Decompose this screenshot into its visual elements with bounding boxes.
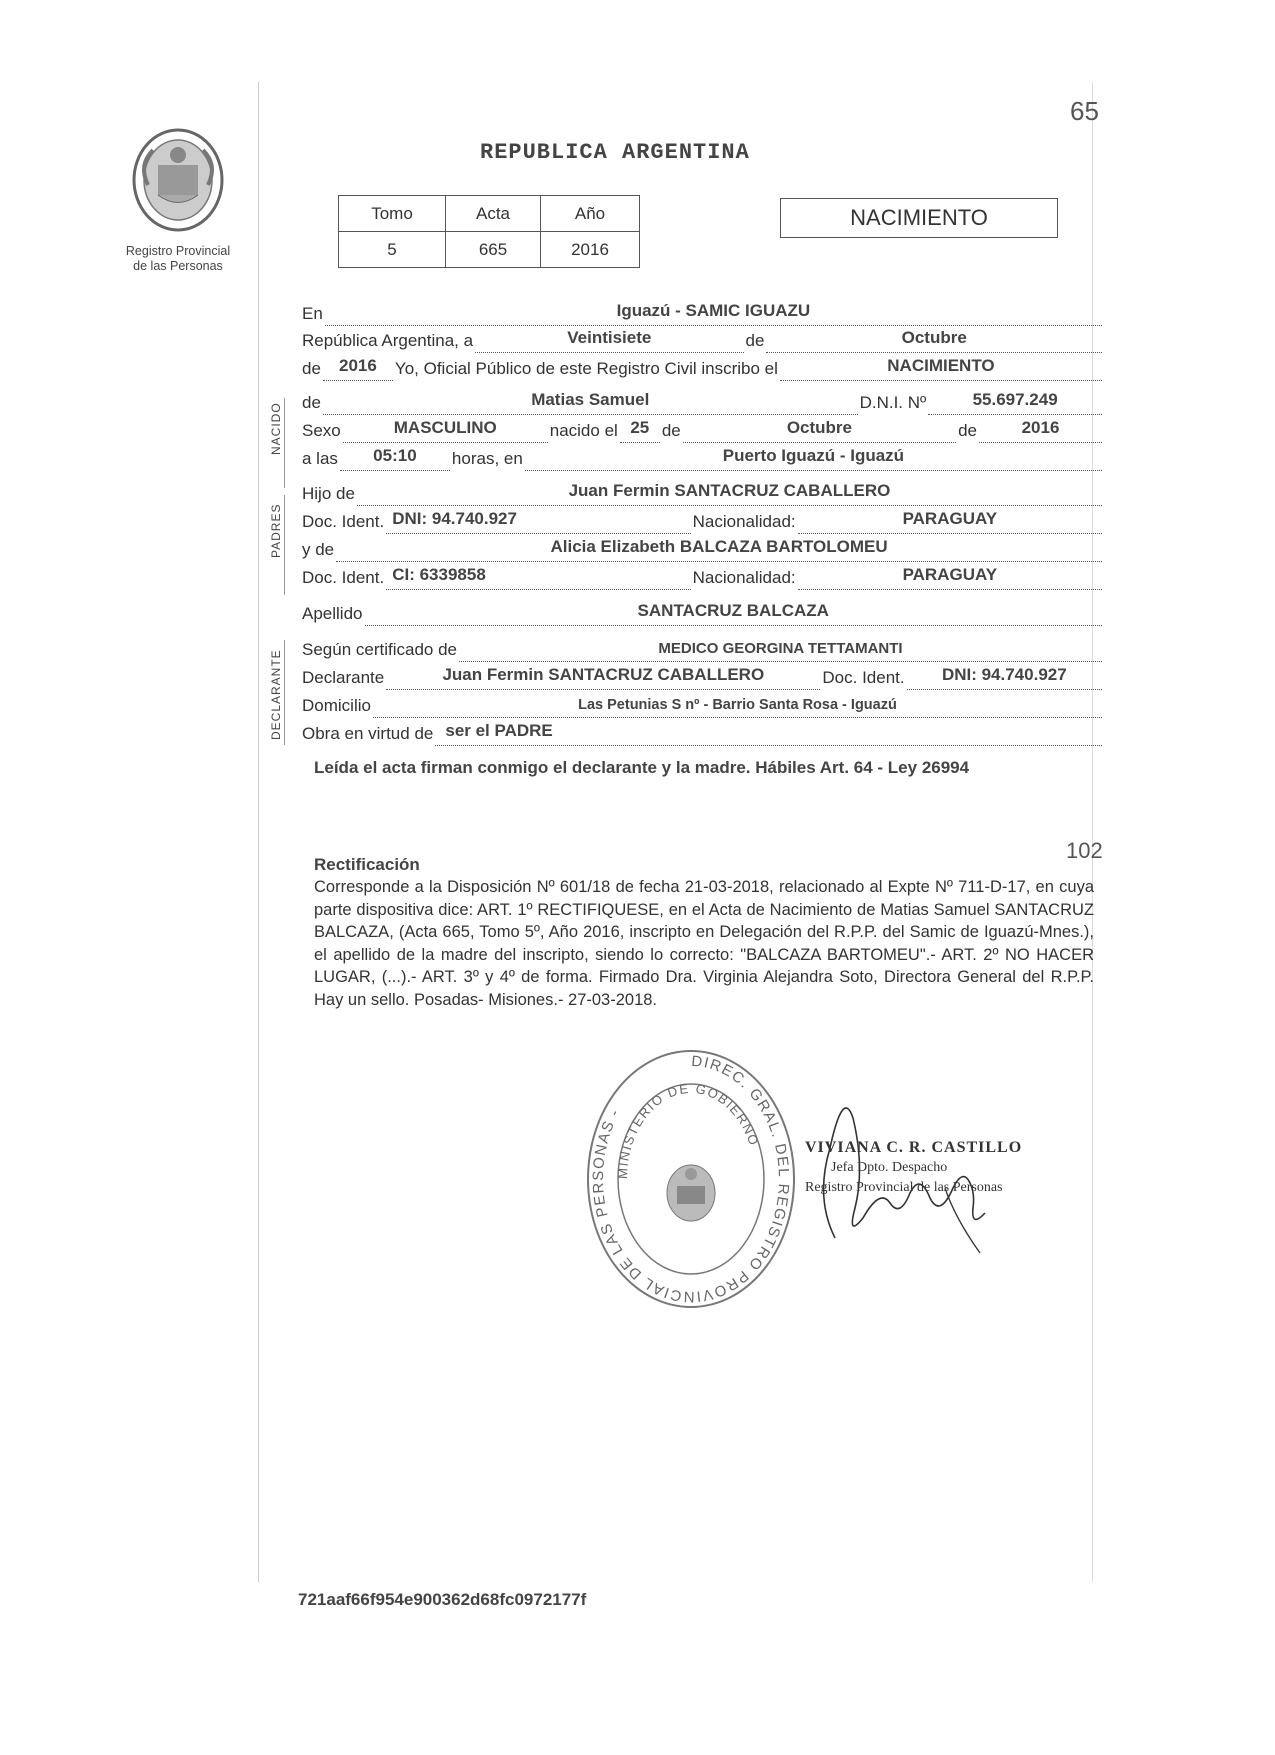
de-label: de (745, 331, 765, 350)
horas-en-label: horas, en (451, 449, 523, 468)
madre-doc-label: Doc. Ident. (302, 568, 385, 587)
sexo-value: MASCULINO (393, 418, 497, 437)
row-domicilio (302, 690, 1104, 718)
padre-nacionalidad-label: Nacionalidad: (692, 512, 796, 531)
declarante-value: Juan Fermin SANTACRUZ CABALLERO (442, 665, 765, 684)
tipo-value: NACIMIENTO (887, 356, 995, 375)
mes-texto-value: Octubre (901, 328, 967, 347)
de4-label: de (661, 421, 681, 440)
domicilio-value: Las Petunias S nº - Barrio Santa Rosa - Iguazú (578, 697, 897, 713)
y-de-label: y de (302, 540, 335, 559)
certificado-label: Según certificado de (302, 640, 457, 659)
declarante-doc-value: DNI: 94.740.927 (941, 665, 1067, 684)
row-padre-doc (302, 506, 1104, 534)
padre-value: Juan Fermin SANTACRUZ CABALLERO (568, 481, 891, 500)
row-padre (302, 478, 1104, 506)
section-declarante-label: DECLARANTE (269, 649, 283, 740)
padre-doc-value: DNI: 94.740.927 (392, 509, 517, 528)
madre-nac-value: PARAGUAY (902, 565, 998, 584)
firma-note: Leída el acta firman conmigo el declarante y la madre. Hábiles Art. 64 - Ley 26994 (314, 758, 970, 777)
nacido-el-label: nacido el (549, 421, 618, 440)
anio-value: 2016 (339, 356, 377, 375)
row-hora (302, 443, 1104, 471)
seal-emblem-icon (667, 1165, 715, 1221)
coat-of-arms-icon (128, 125, 228, 235)
dni-value: 55.697.249 (972, 390, 1058, 409)
padre-nac-value: PARAGUAY (902, 509, 998, 528)
left-margin-rule (258, 82, 259, 1582)
registry-logo (108, 125, 248, 274)
lugar-value: Iguazú - SAMIC IGUAZU (616, 301, 811, 320)
logo-caption-line1: Registro Provincial (125, 244, 231, 258)
acta-value: 665 (446, 232, 541, 268)
logo-caption-line2: de las Personas (133, 259, 223, 273)
document-title: REPUBLICA ARGENTINA (480, 140, 750, 165)
signatory-name: VIVIANA C. R. CASTILLO (805, 1139, 1023, 1156)
dia-texto-value: Veintisiete (567, 328, 652, 347)
row-republica (302, 325, 1104, 353)
madre-doc-value: CI: 6339858 (392, 565, 486, 584)
anio-nac-value: 2016 (1021, 418, 1060, 437)
republica-label: República Argentina, a (302, 331, 474, 350)
row-madre (302, 534, 1104, 562)
official-seal (585, 1048, 797, 1310)
apellido-value: SANTACRUZ BALCAZA (637, 601, 829, 620)
page-number: 65 (1070, 96, 1099, 126)
domicilio-label: Domicilio (302, 696, 371, 715)
acta-header: Acta (446, 196, 541, 232)
obra-label: Obra en virtud de (302, 724, 434, 743)
tomo-value: 5 (339, 232, 446, 268)
document-type-box: NACIMIENTO (780, 198, 1058, 238)
declarante-doc-label: Doc. Ident. (822, 668, 905, 687)
rectificacion-body: Corresponde a la Disposición Nº 601/18 de fecha 21-03-2018, relacionado al Expte Nº 711-D-17, en cuya parte dispositiva dice: ART. 1º RECTIFIQUESE, en el Acta de Nacimiento de Matias Samuel SANTACRUZ BALCAZA, (Acta 665, Tomo 5º, Año 2016, inscripto en Delegación del R.P.P. del Samic de Iguazú-Mnes.), el apellido de la madre del inscripto, siendo lo correcto: "BALCAZA BARTOMEU".- ART. 2º NO HACER LUGAR, (...).- ART. 3º y 4º de forma. Firmado Dra. Virginia Alejandra Soto, Directora General del R.P.P. Hay un sello. Posadas- Misiones.- 27-03-2018. (314, 878, 1094, 1009)
section-padres-label: PADRES (269, 503, 283, 558)
signatory-position: Jefa Dpto. Despacho (831, 1160, 948, 1175)
hijo-de-label: Hijo de (302, 484, 355, 503)
tomo-header: Tomo (339, 196, 446, 232)
signatory-organization: Registro Provincial de las Personas (805, 1180, 1003, 1195)
inscribo-label: Yo, Oficial Público de este Registro Civil inscribo el (394, 359, 778, 378)
nombre-value: Matias Samuel (531, 390, 650, 409)
section-nacido-label: NACIDO (269, 402, 283, 455)
declarante-divider (284, 640, 285, 745)
de5-label: de (958, 421, 977, 440)
madre-nacionalidad-label: Nacionalidad: (692, 568, 796, 587)
rectificacion-title: Rectificación (314, 855, 420, 874)
seal-outer-text: DIREC. GRAL. DEL REGISTRO PROVINCIAL DE LAS PERSONAS - (589, 1052, 793, 1306)
sexo-label: Sexo (302, 421, 341, 440)
en-label: En (302, 304, 323, 323)
row-en (302, 298, 1104, 326)
apellido-label: Apellido (302, 604, 363, 623)
row-declarante (302, 662, 1104, 690)
padre-doc-label: Doc. Ident. (302, 512, 385, 531)
nacido-divider (284, 398, 285, 488)
row-anio (302, 353, 1104, 381)
dni-label: D.N.I. Nº (859, 393, 927, 412)
de3-label: de (302, 393, 321, 412)
document-hash: 721aaf66f954e900362d68fc0972177f (298, 1590, 587, 1609)
registry-table (338, 195, 640, 268)
svg-text:MINISTERIO DE GOBIERNO (615, 1081, 762, 1179)
row-obra (302, 718, 1104, 746)
lugar-nac-value: Puerto Iguazú - Iguazú (722, 446, 905, 465)
a-las-label: a las (302, 449, 338, 468)
mes-nac-value: Octubre (786, 418, 852, 437)
seal-inner-text: MINISTERIO DE GOBIERNO (614, 1080, 762, 1180)
margin-number: 102 (1066, 838, 1103, 863)
row-apellido (302, 598, 1104, 626)
certificado-value: MEDICO GEORGINA TETTAMANTI (658, 640, 903, 657)
hora-value: 05:10 (373, 446, 417, 465)
de2-label: de (302, 359, 321, 378)
padres-divider (284, 495, 285, 595)
declarante-label: Declarante (302, 668, 385, 687)
row-nombre (302, 387, 1104, 415)
dia-nac-value: 25 (630, 418, 650, 437)
anio-header: Año (541, 196, 640, 232)
madre-value: Alicia Elizabeth BALCAZA BARTOLOMEU (550, 537, 888, 556)
row-madre-doc (302, 562, 1104, 590)
row-certificado (302, 634, 1104, 662)
row-sexo (302, 415, 1104, 443)
signatory-block (805, 1138, 1022, 1198)
obra-value: ser el PADRE (445, 721, 553, 740)
anio-value: 2016 (541, 232, 640, 268)
